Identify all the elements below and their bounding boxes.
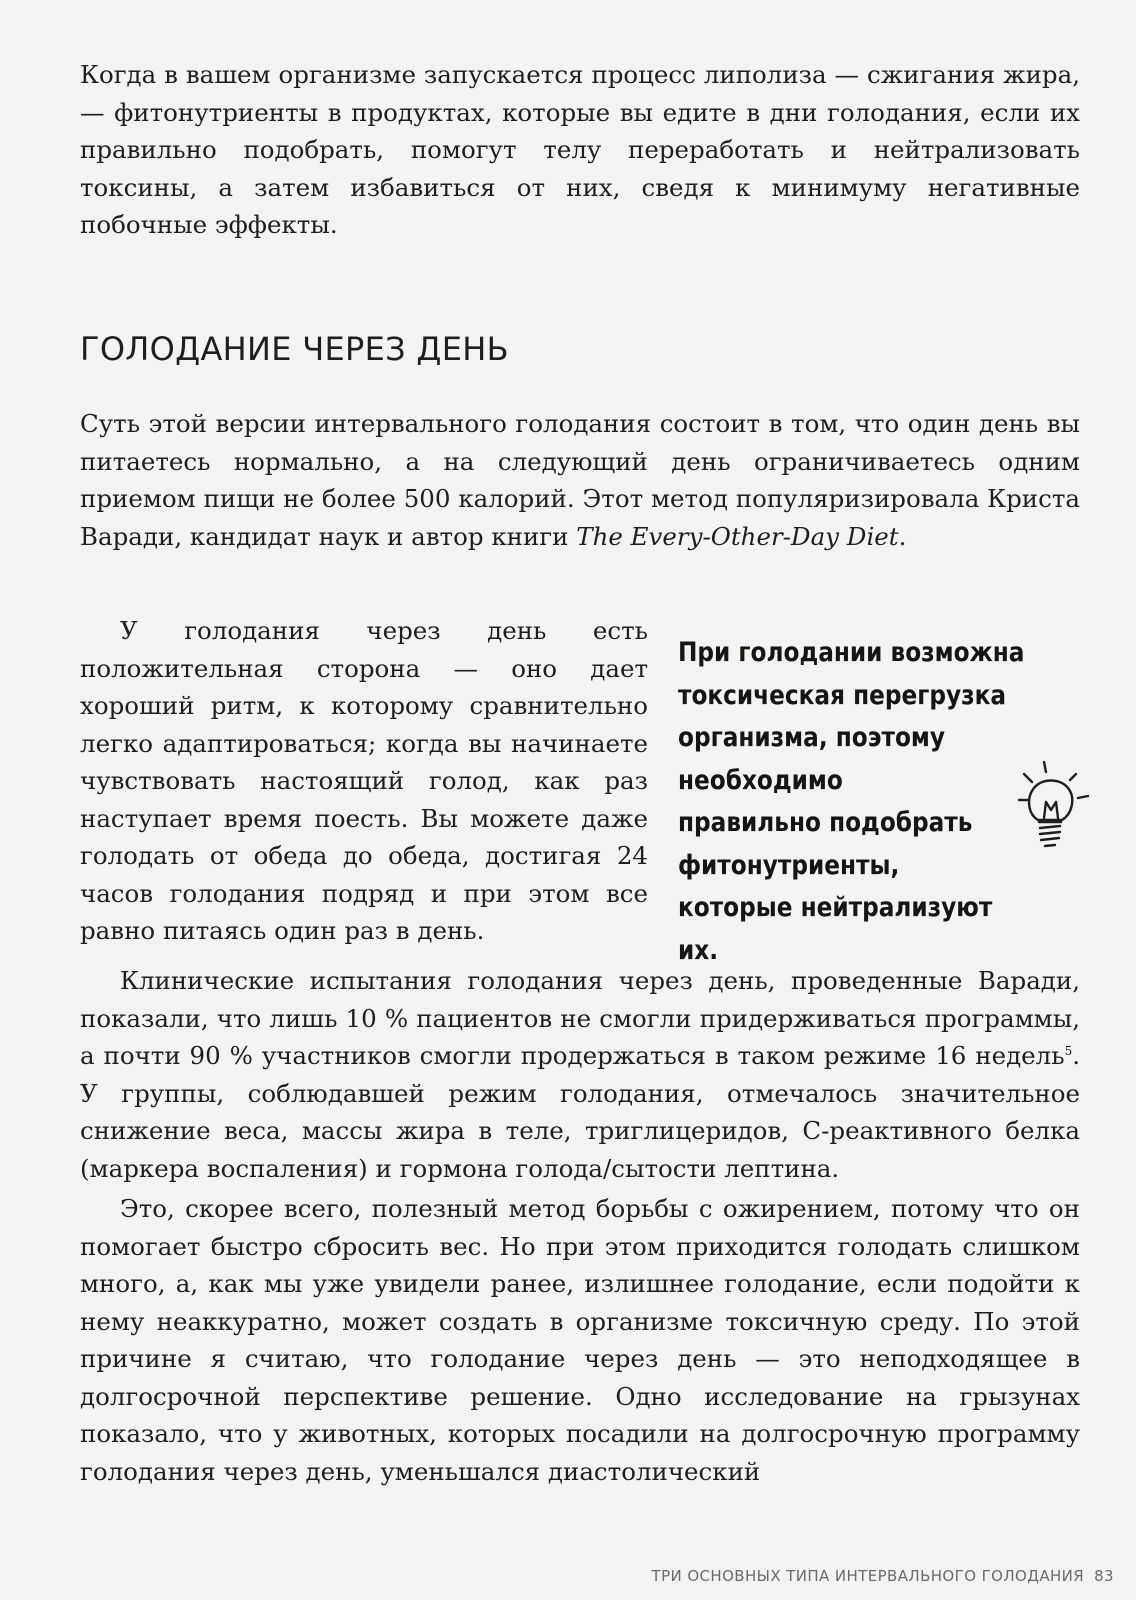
page-number: 83 [1094,1567,1114,1585]
paragraph-clinical-trials [80,962,1080,1187]
sidenote-line: правильно подобрать [678,807,973,838]
paragraph-definition-text: Суть этой версии интервального голодания состоит в том, что один день вы питаетесь нормально, а на следующий день ограничиваетесь одним приемом пищи не более 500 калорий. Этот метод популяризировала Криста Варади, кандидат наук и автор книги [80,409,1080,551]
page-footer [652,1567,1114,1585]
sidenote-line: которые нейтрализуют их. [678,892,993,966]
paragraph-definition-end: . [898,521,907,551]
sidenote [678,632,1039,972]
paragraph-definition [80,405,1080,555]
paragraph-clinical-trials-text: Клинические испытания голодания через день, проведенные Варади, показали, что лишь 10 % пациентов не смогли придерживаться программы, а почти 90 % участников смогли продержаться в таком режиме 16 недель [80,966,1080,1070]
book-title: The Every-Other-Day Diet [576,521,899,551]
sidenote-line: организма, поэтому необходимо [678,722,946,796]
paragraph-conclusion: Это, скорее всего, полезный метод борьбы с ожирением, потому что он помогает быстро сбросить вес. Но при этом приходится голодать слишком много, а, как мы уже увидели ранее, излишнее голодание, если подойти к нему неаккуратно, может создать в организме токсичную среду. По этой причине я считаю, что голодание через день — это неподходящее в долгосрочной перспективе решение. Одно исследование на грызунах показало, что у животных, которых посадили на долгосрочную программу голодания через день, уменьшался диастолический [80,1194,1080,1486]
section-heading: ГОЛОДАНИЕ ЧЕРЕЗ ДЕНЬ [80,330,509,368]
footnote-reference: 5 [1064,1043,1073,1058]
paragraph-benefits: У голодания через день есть положительная сторона — оно дает хороший ритм, к которому сравнительно легко адаптироваться; когда вы начинаете чувствовать настоящий голод, как раз наступает время поесть. Вы можете даже голодать от обеда до обеда, достигая 24 часов голодания подряд и при этом все равно питаясь один раз в день. [80,616,648,945]
paragraph-clinical-trials-rest: . У группы, соблюдавшей режим голодания, отмечалось значительное снижение веса, массы жира в теле, триглицеридов, С-реактивного белка (маркера воспаления) и гормона голода/сытости лептина. [80,1041,1080,1183]
paragraph-intro: Когда в вашем организме запускается процесс липолиза — сжигания жира, — фитонутриенты в продуктах, которые вы едите в дни голодания, если их правильно подобрать, помогут телу переработать и нейтрализовать токсины, а затем избавиться от них, сведя к минимуму негативные побочные эффекты. [80,60,1080,239]
lightbulb-icon [1016,758,1096,858]
running-title: ТРИ ОСНОВНЫХ ТИПА ИНТЕРВАЛЬНОГО ГОЛОДАНИЯ [651,1567,1085,1585]
sidenote-line: фитонутриенты, [678,849,900,881]
sidenote-line: токсическая перегрузка [678,679,1007,711]
sidenote-line: При голодании возможна [678,637,1025,668]
